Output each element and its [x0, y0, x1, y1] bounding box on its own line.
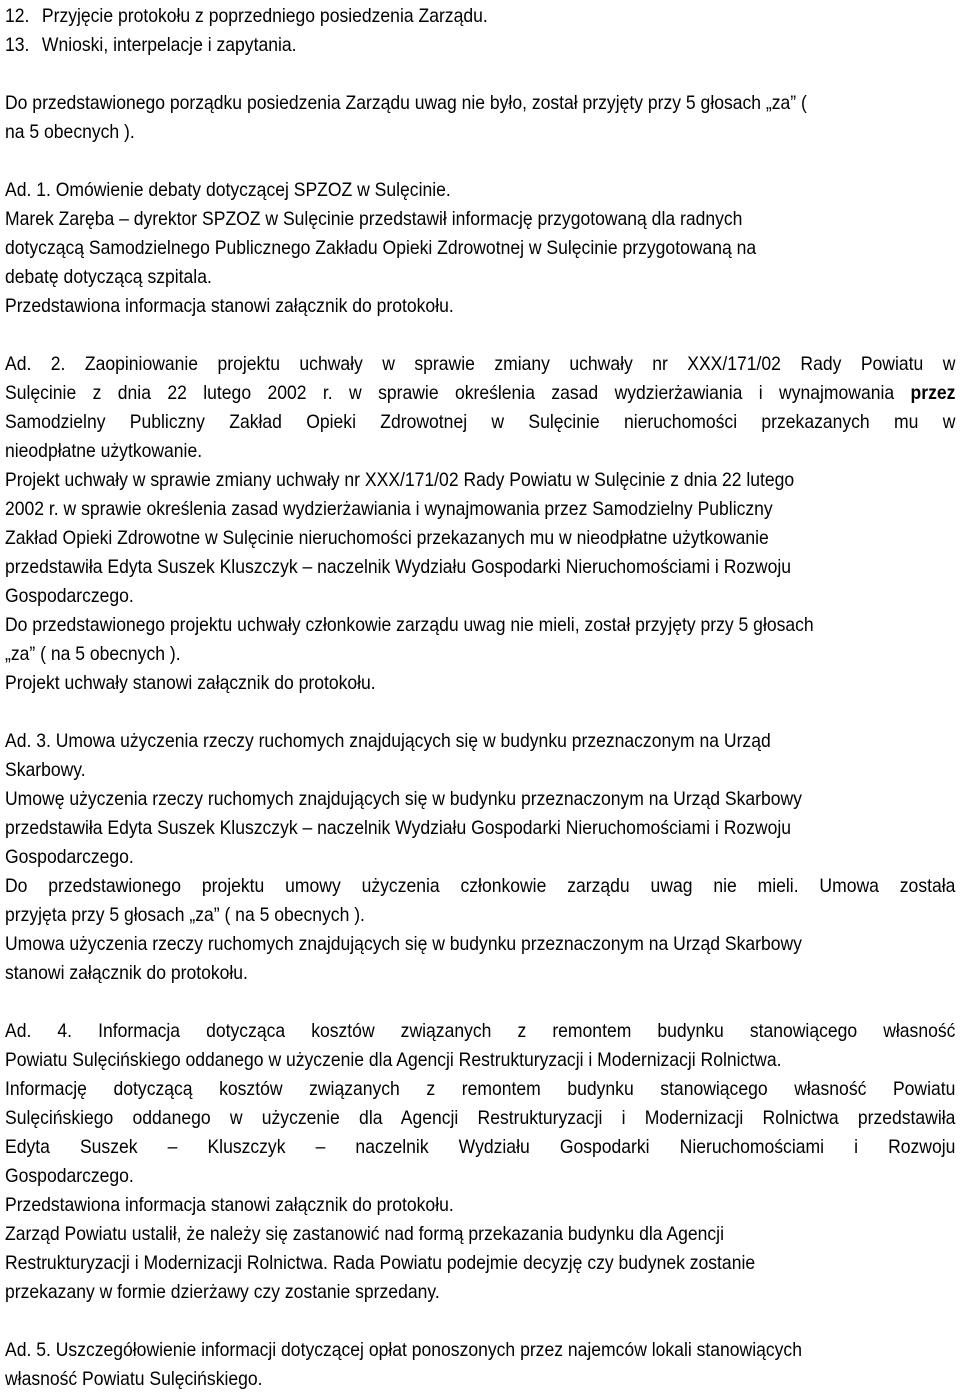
body-line: debatę dotyczącą szpitala.	[5, 266, 212, 288]
agenda-item-number: 13.	[5, 34, 30, 56]
body-line: Gospodarczego.	[5, 1165, 134, 1187]
body-line: Gospodarczego.	[5, 585, 134, 607]
section-heading: Ad. 3. Umowa użyczenia rzeczy ruchomych znajdujących się w budynku przeznaczonym na Urząd	[5, 730, 771, 752]
body-line: Projekt uchwały stanowi załącznik do protokołu.	[5, 672, 376, 694]
section-heading-text: Sulęcinie z dnia 22 lutego 2002 r. w sprawie określenia zasad wydzierżawiania i wynajmowania	[5, 382, 895, 404]
section-heading: Powiatu Sulęcińskiego oddanego w użyczenie dla Agencji Restrukturyzacji i Modernizacji Rolnictwa.	[5, 1049, 782, 1071]
body-line: Przedstawiona informacja stanowi załącznik do protokołu.	[5, 1194, 454, 1216]
body-line: Marek Zaręba – dyrektor SPZOZ w Sulęcinie przedstawił informację przygotowaną dla radnych	[5, 208, 743, 230]
body-line: Projekt uchwały w sprawie zmiany uchwały nr XXX/171/02 Rady Powiatu w Sulęcinie z dnia 22 lutego	[5, 469, 795, 491]
body-line: Zakład Opieki Zdrowotne w Sulęcinie nieruchomości przekazanych mu w nieodpłatne użytkowanie	[5, 527, 769, 549]
section-ad-5	[5, 1336, 955, 1394]
body-line: 2002 r. w sprawie określenia zasad wydzierżawiania i wynajmowania przez Samodzielny Publiczny	[5, 498, 773, 520]
body-line: Informację dotyczącą kosztów związanych z remontem budynku stanowiącego własność Powiatu	[5, 1078, 956, 1100]
section-heading: Ad. 4. Informacja dotycząca kosztów związanych z remontem budynku stanowiącego własność	[5, 1020, 956, 1042]
section-heading-line: nieodpłatne użytkowanie.	[5, 440, 203, 462]
section-ad-1	[5, 176, 955, 321]
section-heading-line: Samodzielny Publiczny Zakład Opieki Zdrowotnej w Sulęcinie nieruchomości przekazanych mu w	[5, 411, 956, 433]
body-line: przedstawiła Edyta Suszek Kluszczyk – naczelnik Wydziału Gospodarki Nieruchomościami i Rozwoju	[5, 556, 792, 578]
section-heading: własność Powiatu Sulęcińskiego.	[5, 1368, 263, 1390]
body-line: przyjęta przy 5 głosach „za” ( na 5 obecnych ).	[5, 904, 365, 926]
body-line: Edyta Suszek – Kluszczyk – naczelnik Wydziału Gospodarki Nieruchomościami i Rozwoju	[5, 1136, 956, 1158]
section-ad-3	[5, 727, 955, 988]
body-line: przekazany w formie dzierżawy czy zostanie sprzedany.	[5, 1281, 440, 1303]
body-line: Przedstawiona informacja stanowi załącznik do protokołu.	[5, 295, 454, 317]
agenda-item-text: Przyjęcie protokołu z poprzedniego posiedzenia Zarządu.	[41, 5, 488, 27]
bold-word: przez	[910, 382, 956, 404]
paragraph-gap	[5, 60, 955, 89]
paragraph-gap	[5, 321, 955, 350]
document-page	[5, 2, 955, 1394]
paragraph-gap	[5, 1307, 955, 1336]
section-heading-line	[5, 379, 955, 408]
body-line: Do przedstawionego projektu uchwały członkowie zarządu uwag nie mieli, został przyjęty przy 5 głosach	[5, 614, 814, 636]
body-line: Do przedstawionego projektu umowy użyczenia członkowie zarządu uwag nie mieli. Umowa została	[5, 875, 956, 897]
body-line: Sulęcińskiego oddanego w użyczenie dla Agencji Restrukturyzacji i Modernizacji Rolnictwa przedstawiła	[5, 1107, 956, 1129]
agenda-adoption-line: na 5 obecnych ).	[5, 121, 135, 143]
section-ad-2	[5, 350, 955, 698]
body-line: przedstawiła Edyta Suszek Kluszczyk – naczelnik Wydziału Gospodarki Nieruchomościami i Rozwoju	[5, 817, 792, 839]
section-heading-line: Ad. 2. Zaopiniowanie projektu uchwały w sprawie zmiany uchwały nr XXX/171/02 Rady Powiatu w	[5, 353, 956, 375]
agenda-item	[5, 2, 955, 31]
body-line: Umowa użyczenia rzeczy ruchomych znajdujących się w budynku przeznaczonym na Urząd Skarbowy	[5, 933, 802, 955]
paragraph-gap	[5, 147, 955, 176]
body-line: „za” ( na 5 obecnych ).	[5, 643, 181, 665]
section-heading: Skarbowy.	[5, 759, 86, 781]
agenda-adoption-line: Do przedstawionego porządku posiedzenia Zarządu uwag nie było, został przyjęty przy 5 głosach „za” (	[5, 92, 807, 114]
body-line: Restrukturyzacji i Modernizacji Rolnictwa. Rada Powiatu podejmie decyzję czy budynek zostanie	[5, 1252, 756, 1274]
agenda-item	[5, 31, 955, 60]
body-line: Umowę użyczenia rzeczy ruchomych znajdujących się w budynku przeznaczonym na Urząd Skarbowy	[5, 788, 802, 810]
body-line: dotyczącą Samodzielnego Publicznego Zakładu Opieki Zdrowotnej w Sulęcinie przygotowaną na	[5, 237, 757, 259]
agenda-item-text: Wnioski, interpelacje i zapytania.	[41, 34, 297, 56]
paragraph-gap	[5, 988, 955, 1017]
section-ad-4	[5, 1017, 955, 1307]
paragraph-gap	[5, 698, 955, 727]
section-heading: Ad. 1. Omówienie debaty dotyczącej SPZOZ w Sulęcinie.	[5, 179, 451, 201]
body-line: Zarząd Powiatu ustalił, że należy się zastanowić nad formą przekazania budynku dla Agencji	[5, 1223, 724, 1245]
body-line: Gospodarczego.	[5, 846, 134, 868]
body-line: stanowi załącznik do protokołu.	[5, 962, 248, 984]
agenda-item-number: 12.	[5, 5, 30, 27]
section-heading: Ad. 5. Uszczegółowienie informacji dotyczącej opłat ponoszonych przez najemców lokali stanowiących	[5, 1339, 802, 1361]
